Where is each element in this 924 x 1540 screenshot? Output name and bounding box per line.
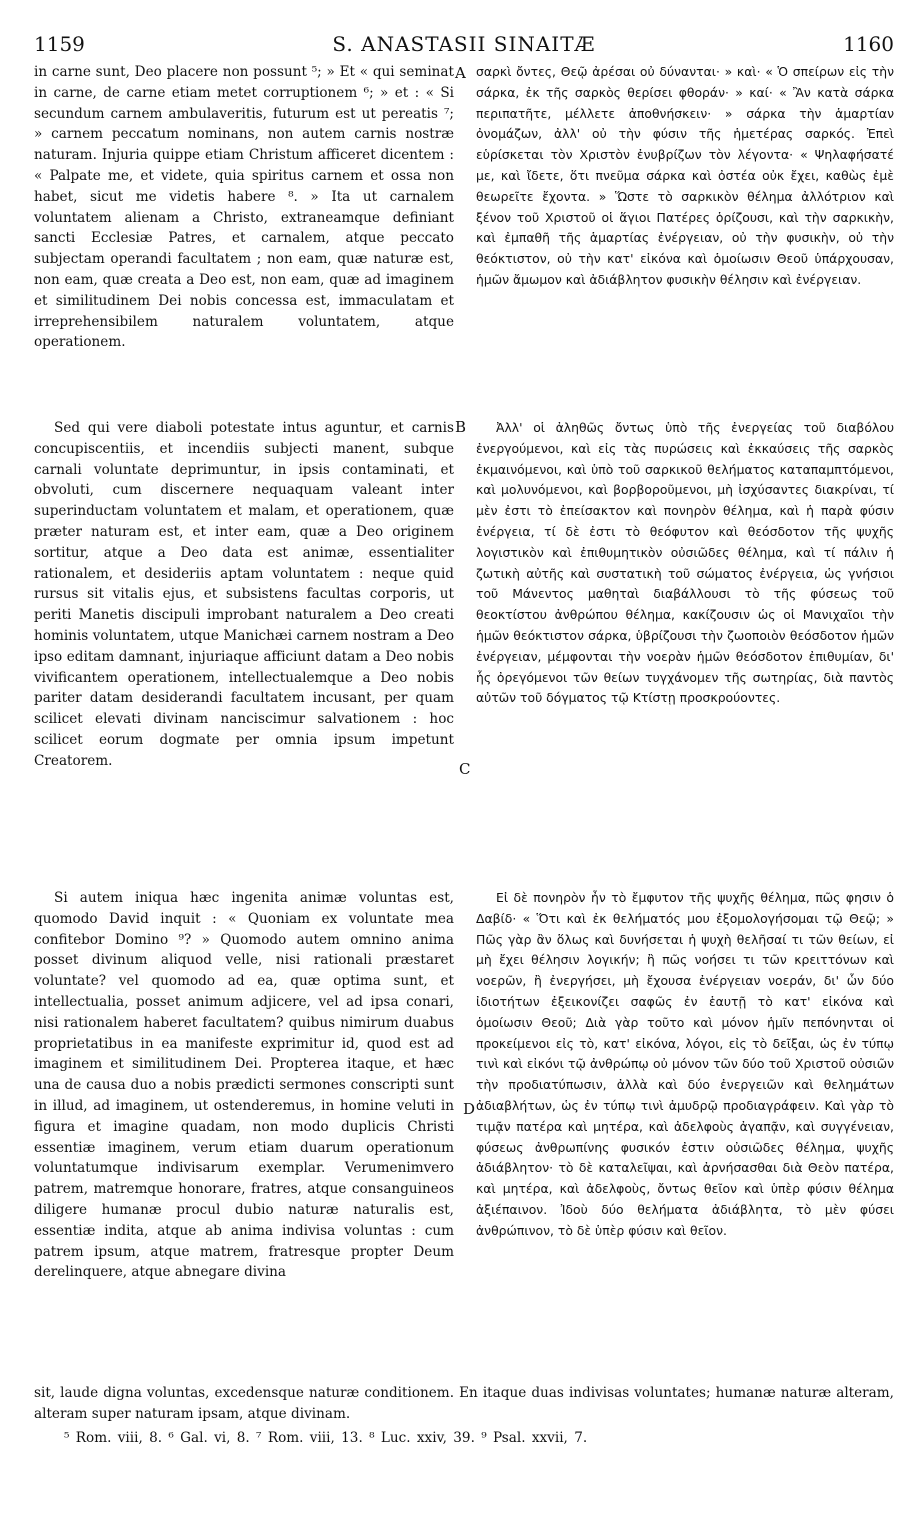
latin-paragraph-2: Sed qui vere diaboli potestate intus aguntur, et carnis concupiscentiis, et incendiis subjecti manent, subque carnali voluntate deprimuntur, in ipsis contaminati, et obvoluti, cum discernere nequaquam valeant inter superinductam voluntatem et malam, et operationem, quæ præter naturam est, et inter eam, quæ a Deo originem sortitur, atque a Deo data est animæ, essentialiter rationalem, et desideriis aptam voluntatem : neque quid rursus sit vitalis ejus, et subsistens facultas corporis, ut periti Manetis discipuli improbant naturalem a Deo creati hominis voluntatem, utque Manichæi carnem nostram a Deo ipso editam damnant, injuriaque afficiunt datam a Deo nobis vivificantem operationem, intellectualemque a Deo nobis pariter datam desiderandi facultatem incusant, per quam scilicet elevati divinam nanciscimur salvationem : hoc scilicet eorum dogmate per omnia ipsum impetunt Creatorem. — [34, 420, 454, 769]
page-number-right: 1160 — [843, 32, 894, 56]
margin-marker-c: C — [459, 760, 471, 778]
footnotes: ⁵ Rom. viii, 8. ⁶ Gal. vi, 8. ⁷ Rom. viii, 13. ⁸ Luc. xxiv, 39. ⁹ Psal. xxvii, 7. — [64, 1430, 588, 1446]
greek-column — [476, 0, 894, 1380]
latin-paragraph-3: Si autem iniqua hæc ingenita animæ voluntas est, quomodo David inquit : « Quoniam ex voluntate mea confitebor Domino ⁹? » Quomodo autem omnino anima posset divinum aliquod velle, nisi rationali præstaret voluntate? vel quomodo ad ea, quæ optima sunt, et intellectualia, posset animum adjicere, vel ad ipsa conari, nisi rationalem haberet facultatem? quibus nimirum duabus proprietatibus in ea manifeste exprimitur id, quod est ad imaginem et similitudinem Dei. Propterea itaque, et hæc una de causa duo a nobis prædicti sermones conscripti sunt in illud, ad imaginem, ut ostenderemus, in homine veluti in figura et imagine quadam, non modo duplicis Christi essentiæ imaginem, verum etiam duarum operationum voluntatumque indivisarum exemplar. Verumenimvero patrem, matremque honorare, fratres, atque consanguineos diligere humanæ procul dubio naturæ naturalis est, essentiæ indita, atque ab anima indivisa voluntas : cum patrem ipsum, atque matrem, fratresque propter Deum derelinquere, atque abnegare divina — [34, 890, 454, 1281]
latin-paragraph-1: in carne sunt, Deo placere non possunt ⁵; » Et « qui seminat in carne, de carne etiam metet corruptionem ⁶; » et : « Si secundum carnem ambulaveritis, futurum est ut pereatis ⁷; » carnem peccatum nominans, non autem carnis nostræ naturam. Injuria quippe etiam Christum afficeret dicentem : « Palpate me, et videte, quia spiritus carnem et ossa non habet, sicut me videtis habere ⁸. » Ita ut carnalem voluntatem alienam a Christo, extraneamque definiant sancti Ecclesiæ Patres, et carnalem, atque peccato subjectam operandi facultatem ; non eam, quæ naturæ est, non eam, quæ creata a Deo est, non eam, quæ ad imaginem et similitudinem Dei nobis concessa est, immaculatam et irreprehensibilem naturalem voluntatem, atque operationem. — [34, 64, 454, 351]
latin-continuation: sit, laude digna voluntas, excedensque naturæ conditionem. En itaque duas indivisas voluntates; humanæ naturæ alteram, alteram super naturam ipsam, atque divinam. — [34, 1385, 894, 1422]
page-number-left: 1159 — [34, 32, 85, 56]
greek-paragraph-2: Ἀλλ' οἱ ἀληθῶς ὄντως ὑπὸ τῆς ἐνεργείας τοῦ διαβόλου ἐνεργούμενοι, καὶ εἰς τὰς πυρώσεις καὶ ἐκκαύσεις τῆς σαρκὸς ἐκμαινόμενοι, καὶ ὑπὸ τοῦ σαρκικοῦ θελήματος καταπαμπτόμενοι, καὶ μολυνόμενοι, καὶ βορβοροῦμενοι, μὴ ἰσχύσαντες διακρίναι, τί μὲν ἐστι τὸ ἐπείσακτον καὶ πονηρὸν θέλημα, καὶ ἡ παρὰ φύσιν ἐνέργεια, τί δὲ ἐστι τὸ θεόφυτον καὶ θεόσδοτον τῆς ψυχῆς λογιστικὸν καὶ ἐπιθυμητικὸν οὐσιῶδες θέλημα, καὶ τί πάλιν ἡ ζωτικὴ αὐτῆς καὶ συστατικὴ τοῦ σώματος ἐνέργεια, ὡς γνήσιοι τοῦ Μάνεντος μαθηταὶ διαβάλλουσι τὸ τῆς φύσεως τοῦ θεοκτίστου ἀνθρώπου θέλημα, κακίζουσιν ὡς οἱ Μανιχαῖοι τὴν ἡμῶν θεόκτιστον σάρκα, ὑβρίζουσι τὴν ζωοποιὸν θεόσδοτον ἡμῶν ἐνέργειαν, μέμφονται τὴν νοερὰν ἡμῶν θεόσδοτον ἐπιθυμίαν, δι' ἧς ὀρεγόμενοι τῶν θείων τυγχάνομεν τῆς σωτηρίας, διὰ παντὸς αὐτῶν τοῦ δόγματος τῷ Κτίστῃ προσκρούοντες. — [476, 420, 894, 706]
running-title: S. ANASTASII SINAITÆ — [332, 32, 596, 56]
margin-marker-b: B — [455, 418, 467, 436]
greek-paragraph-3: Εἰ δὲ πονηρὸν ἦν τὸ ἔμφυτον τῆς ψυχῆς θέλημα, πῶς φησιν ὁ Δαβίδ· « Ὅτι καὶ ἐκ θελήματός μου ἐξομολογήσομαι τῷ Θεῷ; » Πῶς γὰρ ἂν ὅλως καὶ δυνήσεται ἡ ψυχὴ θελῆσαί τι τῶν θείων, εἰ μὴ ἔχει θέλησιν λογικήν; ἢ πῶς νοήσει τι τῶν κρειττόνων καὶ νοερῶν, ἢ ἐνεργήσει, μὴ ἔχουσα ἐνέργειαν νοεράν, δι' ὧν δύο ἰδιοτήτων ἐξεικονίζει σαφῶς ἐν ἑαυτῇ τὸ κατ' εἰκόνα καὶ ὁμοίωσιν Θεοῦ; Διὰ γὰρ τοῦτο καὶ μόνον ἡμῖν πεπόνηνται οἱ προκείμενοι εἰς τὸ, κατ' εἰκόνα, λόγοι, εἰς τὸ δεῖξαι, ὡς ἐν τύπῳ τινὶ καὶ εἰκόνι τῷ ἀνθρώπῳ οὐ μόνον τῶν δύο τοῦ Χριστοῦ οὐσιῶν τὴν προδιατύπωσιν, ἀλλὰ καὶ δύο ἐνεργειῶν καὶ θελημάτων ἀδιαβλήτων, ὡς ἐν τύπῳ τινὶ ἀμυδρῷ προδιαγράφειν. Καὶ γὰρ τὸ τιμᾷν πατέρα καὶ μητέρα, καὶ ἀδελφοὺς ἀγαπᾷν, καὶ συγγένειαν, φύσεως ἀνθρωπίνης φυσικόν ἐστιν οὐσιῶδες θέλημα, ψυχῆς ἀδιάβλητον· τὸ δὲ καταλεῖψαι, καὶ ἀρνήσασθαι διὰ Θεὸν πατέρα, καὶ μητέρα, καὶ ἀδελφοὺς, ὄντως θεῖον καὶ ὑπὲρ φύσιν θέλημα ἀξιέπαινον. Ἰδοὺ δύο θελήματα ἀδιάβλητα, τὸ μὲν φύσει ἀνθρώπινον, τὸ δὲ ὑπὲρ φύσιν καὶ θεῖον. — [476, 890, 894, 1238]
greek-paragraph-1: σαρκὶ ὄντες, Θεῷ ἀρέσαι οὐ δύνανται· » καὶ· « Ὁ σπείρων εἰς τὴν σάρκα, ἐκ τῆς σαρκὸς θερίσει φθοράν· » καί· « Ἂν κατὰ σάρκα περιπατῆτε, μέλλετε ἀποθνήσκειν· » σάρκα τὴν ἁμαρτίαν ὀνομάζων, ἀλλ' οὐ τὴν φύσιν τῆς ἡμετέρας σαρκός. Ἐπεὶ εὑρίσκεται τὸν Χριστὸν ἐνυβρίζων τὸν λέγοντα· « Ψηλαφήσατέ με, καὶ ἴδετε, ὅτι πνεῦμα σάρκα καὶ ὀστέα οὐκ ἔχει, καθὼς ἐμὲ θεωρεῖτε ἔχοντα. » Ὥστε τὸ σαρκικὸν θέλημα ἀλλότριον καὶ ξένον τοῦ Χριστοῦ οἱ ἅγιοι Πατέρες ὁρίζουσι, καὶ τὴν σαρκικὴν, καὶ ἐμπαθῆ τῆς ἁμαρτίας ἐνέργειαν, οὐ τὴν φυσικὴν, οὐ τὴν θεόκτιστον, οὐ τὴν κατ' εἰκόνα καὶ ὁμοίωσιν Θεοῦ ὑπάρχουσαν, ἡμῶν ἄμωμον καὶ ἀδιάβλητον φυσικὴν θέλησιν καὶ ἐνέργειαν. — [476, 64, 894, 287]
latin-column — [34, 0, 454, 1380]
margin-marker-a: A — [455, 64, 466, 82]
margin-marker-d: D — [463, 1100, 476, 1118]
